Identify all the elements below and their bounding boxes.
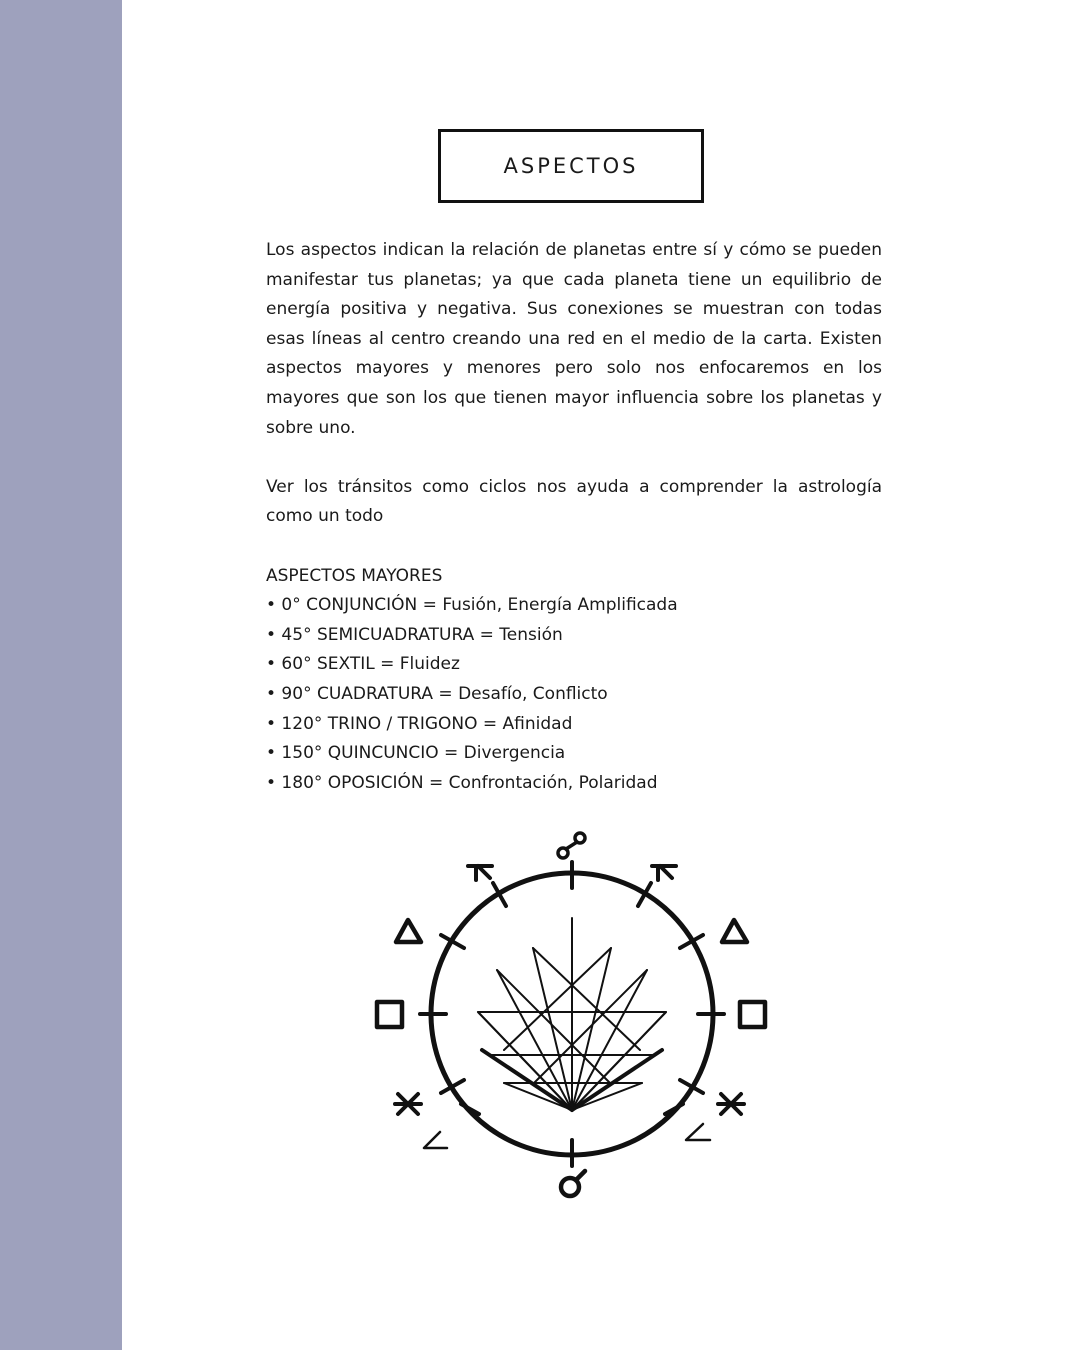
content-body: [266, 236, 882, 798]
square-icon-right: [740, 1002, 765, 1027]
title-box: [438, 129, 704, 203]
aspect-item-sextile: • 60° SEXTIL = Fluidez: [266, 654, 460, 675]
aspects-heading: ASPECTOS MAYORES: [266, 565, 443, 586]
sextile-icon: [395, 1094, 421, 1114]
quincunx-icon: [468, 866, 492, 880]
opposition-icon: [558, 833, 585, 858]
trine-icon-right: [722, 920, 747, 942]
aspect-item-opposition: • 180° OPOSICIÓN = Confrontación, Polaridad: [266, 772, 658, 793]
intro-paragraph: Los aspectos indican la relación de planetas entre sí y cómo se pueden manifestar tus planetas; ya que cada planeta tiene un equilibrio de energía positiva y negativa. Sus conexiones se muestran con todas esas líneas al centro creando una red en el medio de la carta. Existen aspectos mayores y menores pero solo nos enfocaremos en los mayores que son los que tienen mayor influencia sobre los planetas y sobre uno.: [266, 240, 882, 438]
aspects-wheel-diagram: [360, 820, 780, 1210]
sextile-icon-right: [718, 1094, 744, 1114]
semisquare-icon: [424, 1132, 447, 1148]
aspect-item-trine: • 120° TRINO / TRIGONO = Afinidad: [266, 713, 573, 734]
aspect-item-conjunction: • 0° CONJUNCIÓN = Fusión, Energía Amplificada: [266, 595, 678, 616]
aspect-item-semisquare: • 45° SEMICUADRATURA = Tensión: [266, 624, 563, 645]
sidebar-band: [0, 0, 122, 1350]
aspects-list: [266, 591, 882, 798]
page-title: ASPECTOS: [503, 154, 639, 178]
conjunction-icon: [561, 1171, 585, 1196]
square-icon: [377, 1002, 402, 1027]
aspect-lines-web: [478, 918, 666, 1110]
quincunx-icon-right: [652, 866, 676, 880]
aspect-item-quincunx: • 150° QUINCUNCIO = Divergencia: [266, 743, 566, 764]
aspect-item-square: • 90° CUADRATURA = Desafío, Conflicto: [266, 683, 608, 704]
trine-icon: [396, 920, 421, 942]
semisquare-icon-right: [686, 1124, 710, 1140]
transits-paragraph: Ver los tránsitos como ciclos nos ayuda a comprender la astrología como un todo: [266, 476, 882, 527]
